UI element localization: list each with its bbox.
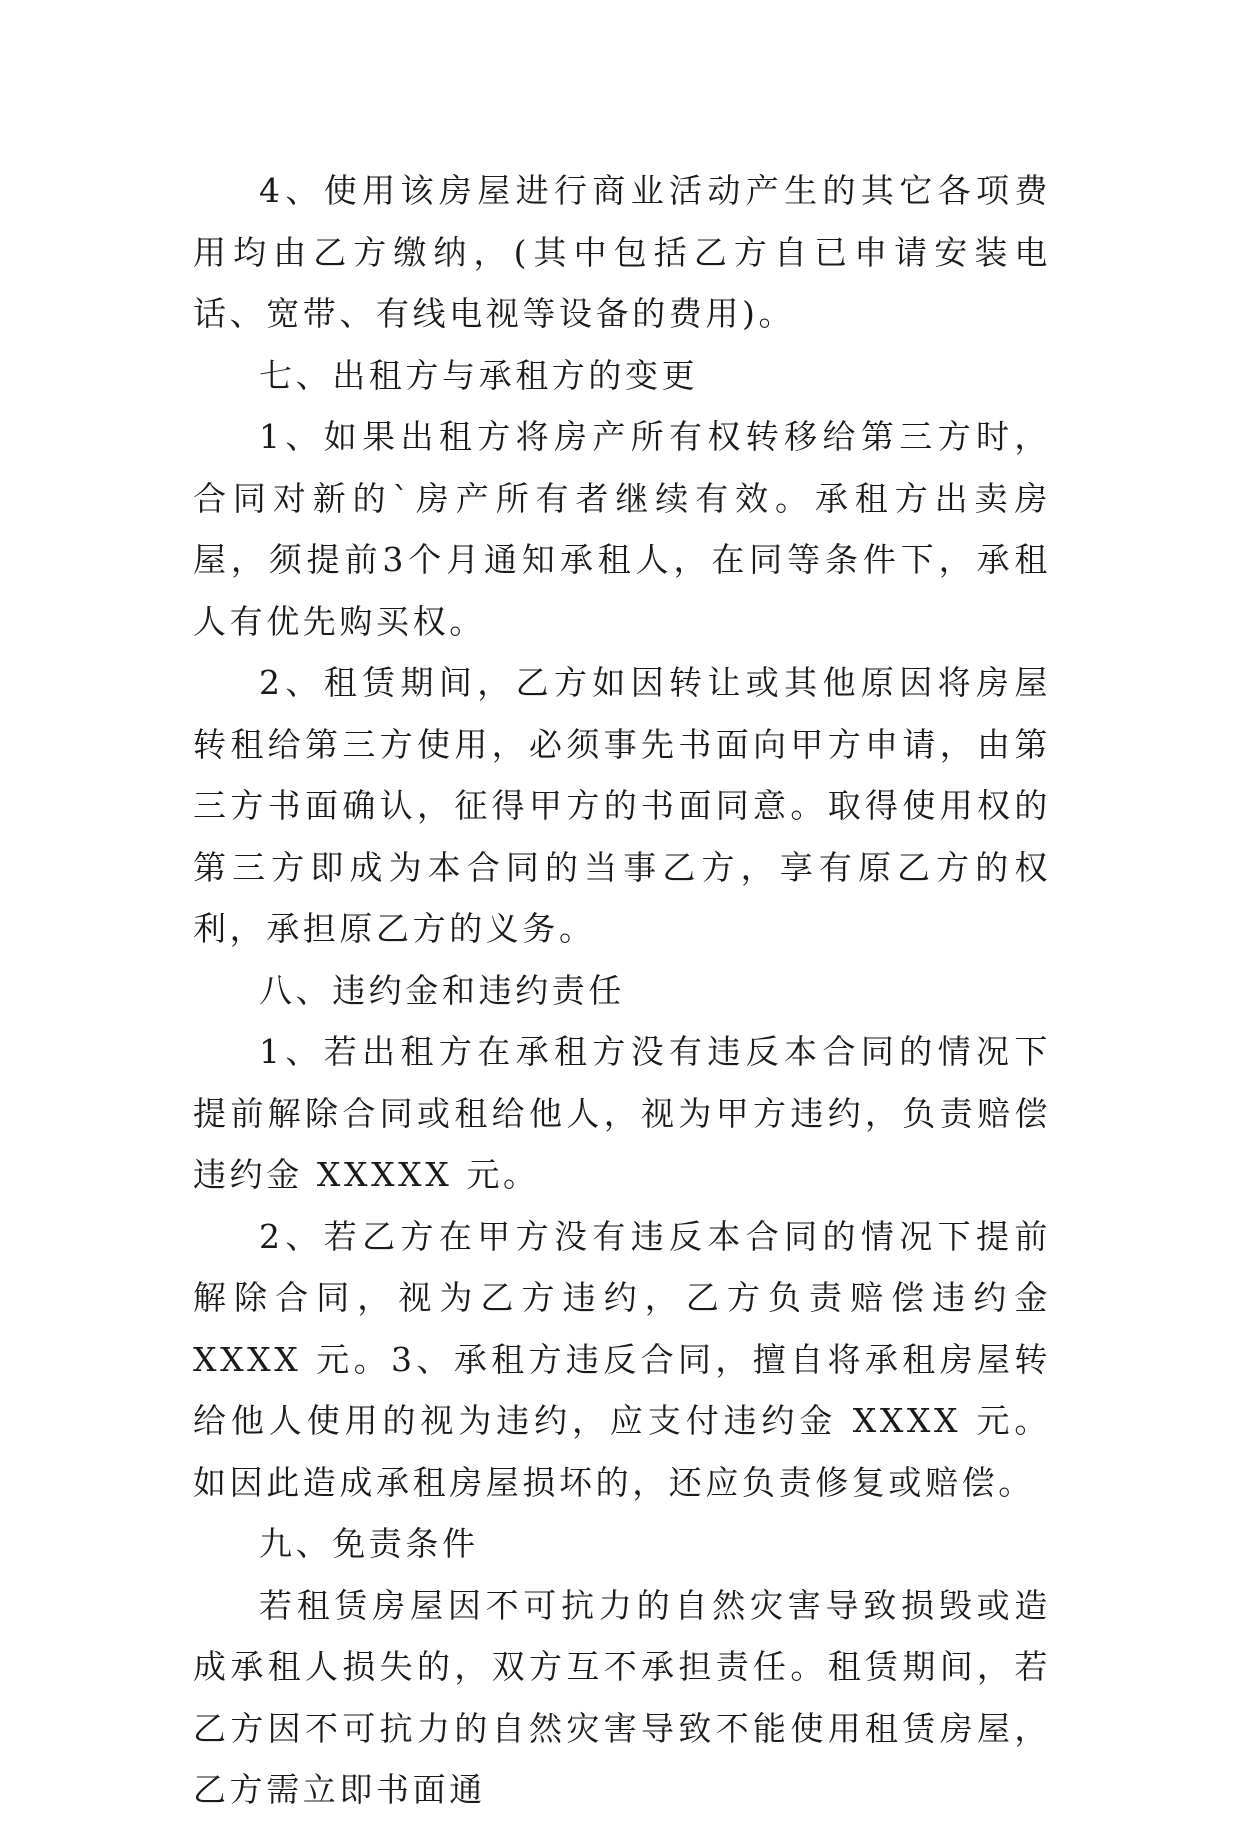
section-heading-breach: 八、违约金和违约责任 — [259, 970, 625, 1010]
paragraph-lessor-breach: 1、若出租方在承租方没有违反本合同的情况下提前解除合同或租给他人，视为甲方违约，负责赔偿违约金 XXXXX 元。 — [193, 1032, 1051, 1194]
section-heading-exemption: 九、免责条件 — [259, 1524, 479, 1563]
contract-text — [193, 160, 1051, 1821]
paragraph-fees: 4、使用该房屋进行商业活动产生的其它各项费用均由乙方缴纳，(其中包括乙方自已申请安装电话、宽带、有线电视等设备的费用)。 — [193, 171, 1051, 333]
paragraph-sublease: 2、租赁期间，乙方如因转让或其他原因将房屋转租给第三方使用，必须事先书面向甲方申请，由第三方书面确认，征得甲方的书面同意。取得使用权的第三方即成为本合同的当事乙方，享有原乙方的权利，承担原乙方的义务。 — [193, 663, 1051, 948]
paragraph-ownership-transfer: 1、如果出租方将房产所有权转移给第三方时，合同对新的`房产所有者继续有效。承租方出卖房屋，须提前3个月通知承租人，在同等条件下，承租人有优先购买权。 — [193, 417, 1051, 641]
paragraph-lessee-breach: 2、若乙方在甲方没有违反本合同的情况下提前解除合同，视为乙方违约，乙方负责赔偿违约金 XXXX 元。3、承租方违反合同，擅自将承租房屋转给他人使用的视为违约，应支付违约金 XXXX 元。如因此造成承租房屋损坏的，还应负责修复或赔偿。 — [193, 1216, 1051, 1502]
section-heading-change-of-parties: 七、出租方与承租方的变更 — [259, 355, 699, 395]
paragraph-force-majeure: 若租赁房屋因不可抗力的自然灾害导致损毁或造成承租人损失的，双方互不承担责任。租赁期间，若乙方因不可抗力的自然灾害导致不能使用租赁房屋，乙方需立即书面通 — [193, 1585, 1051, 1809]
